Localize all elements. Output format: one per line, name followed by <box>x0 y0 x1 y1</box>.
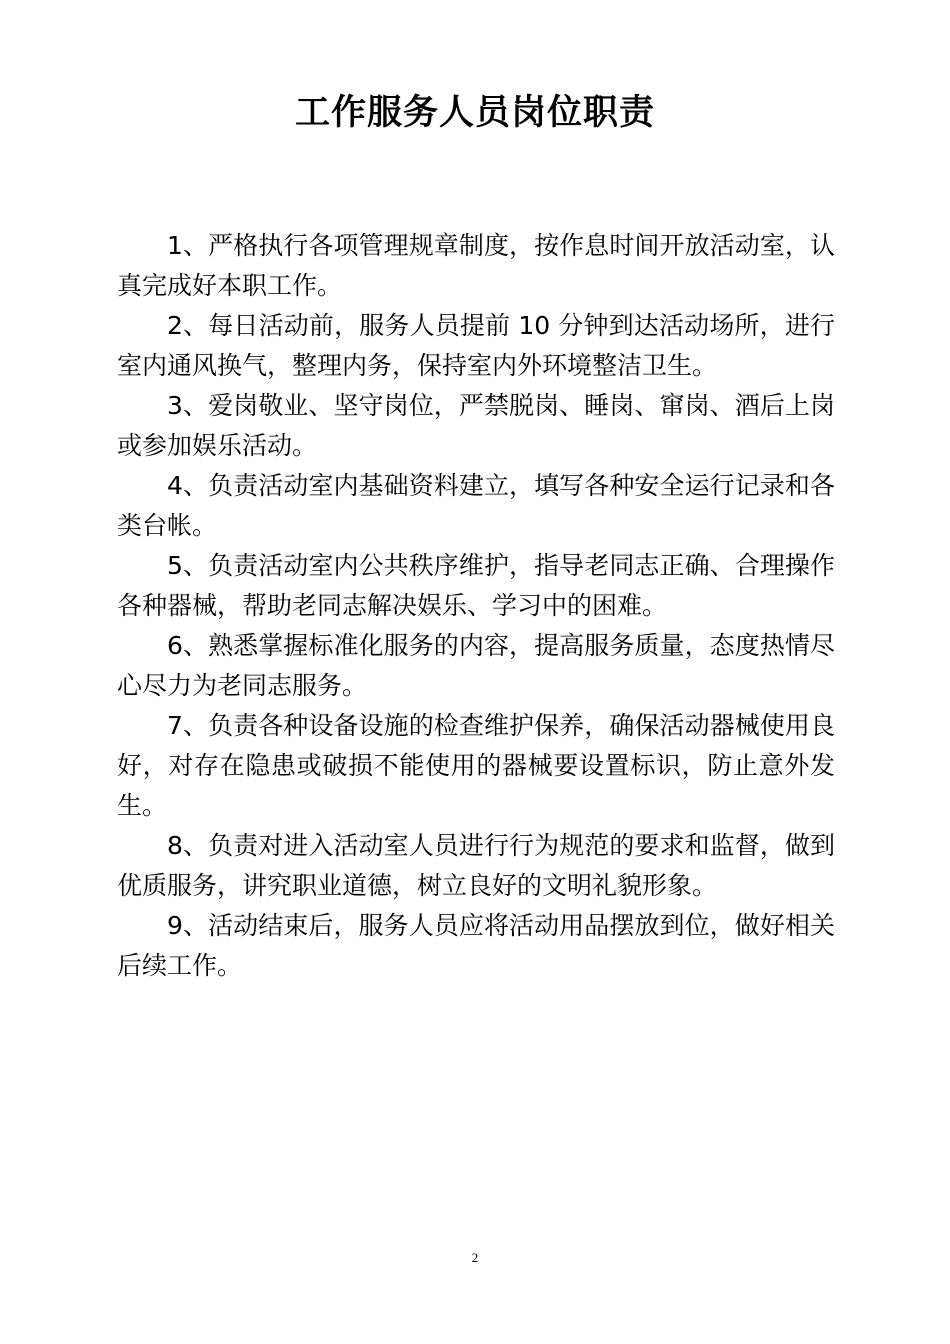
document-title: 工作服务人员岗位职责 <box>294 93 655 133</box>
duty-item-9: 9、活动结束后，服务人员应将活动用品摆放到位，做好相关后续工作。 <box>117 911 835 980</box>
duty-item-8: 8、负责对进入活动室人员进行行为规范的要求和监督，做到优质服务，讲究职业道德，树立良好的文明礼貌形象。 <box>117 831 835 900</box>
duty-item-7: 7、负责各种设备设施的检查维护保养，确保活动器械使用良好，对存在隐患或破损不能使用的器械要设置标识，防止意外发生。 <box>117 711 835 820</box>
duty-item-2: 2、每日活动前，服务人员提前 10 分钟到达活动场所，进行室内通风换气，整理内务，保持室内外环境整洁卫生。 <box>117 311 835 380</box>
duty-item-4: 4、负责活动室内基础资料建立，填写各种安全运行记录和各类台帐。 <box>117 471 835 540</box>
page-number: 2 <box>471 1250 479 1265</box>
duty-item-3: 3、爱岗敬业、坚守岗位，严禁脱岗、睡岗、窜岗、酒后上岗或参加娱乐活动。 <box>117 391 835 460</box>
duty-item-5: 5、负责活动室内公共秩序维护，指导老同志正确、合理操作各种器械，帮助老同志解决娱乐、学习中的困难。 <box>117 551 835 620</box>
duty-item-6: 6、熟悉掌握标准化服务的内容，提高服务质量，态度热情尽心尽力为老同志服务。 <box>117 631 835 700</box>
duty-item-1: 1、严格执行各项管理规章制度，按作息时间开放活动室，认真完成好本职工作。 <box>117 231 835 300</box>
duty-list <box>117 226 835 986</box>
